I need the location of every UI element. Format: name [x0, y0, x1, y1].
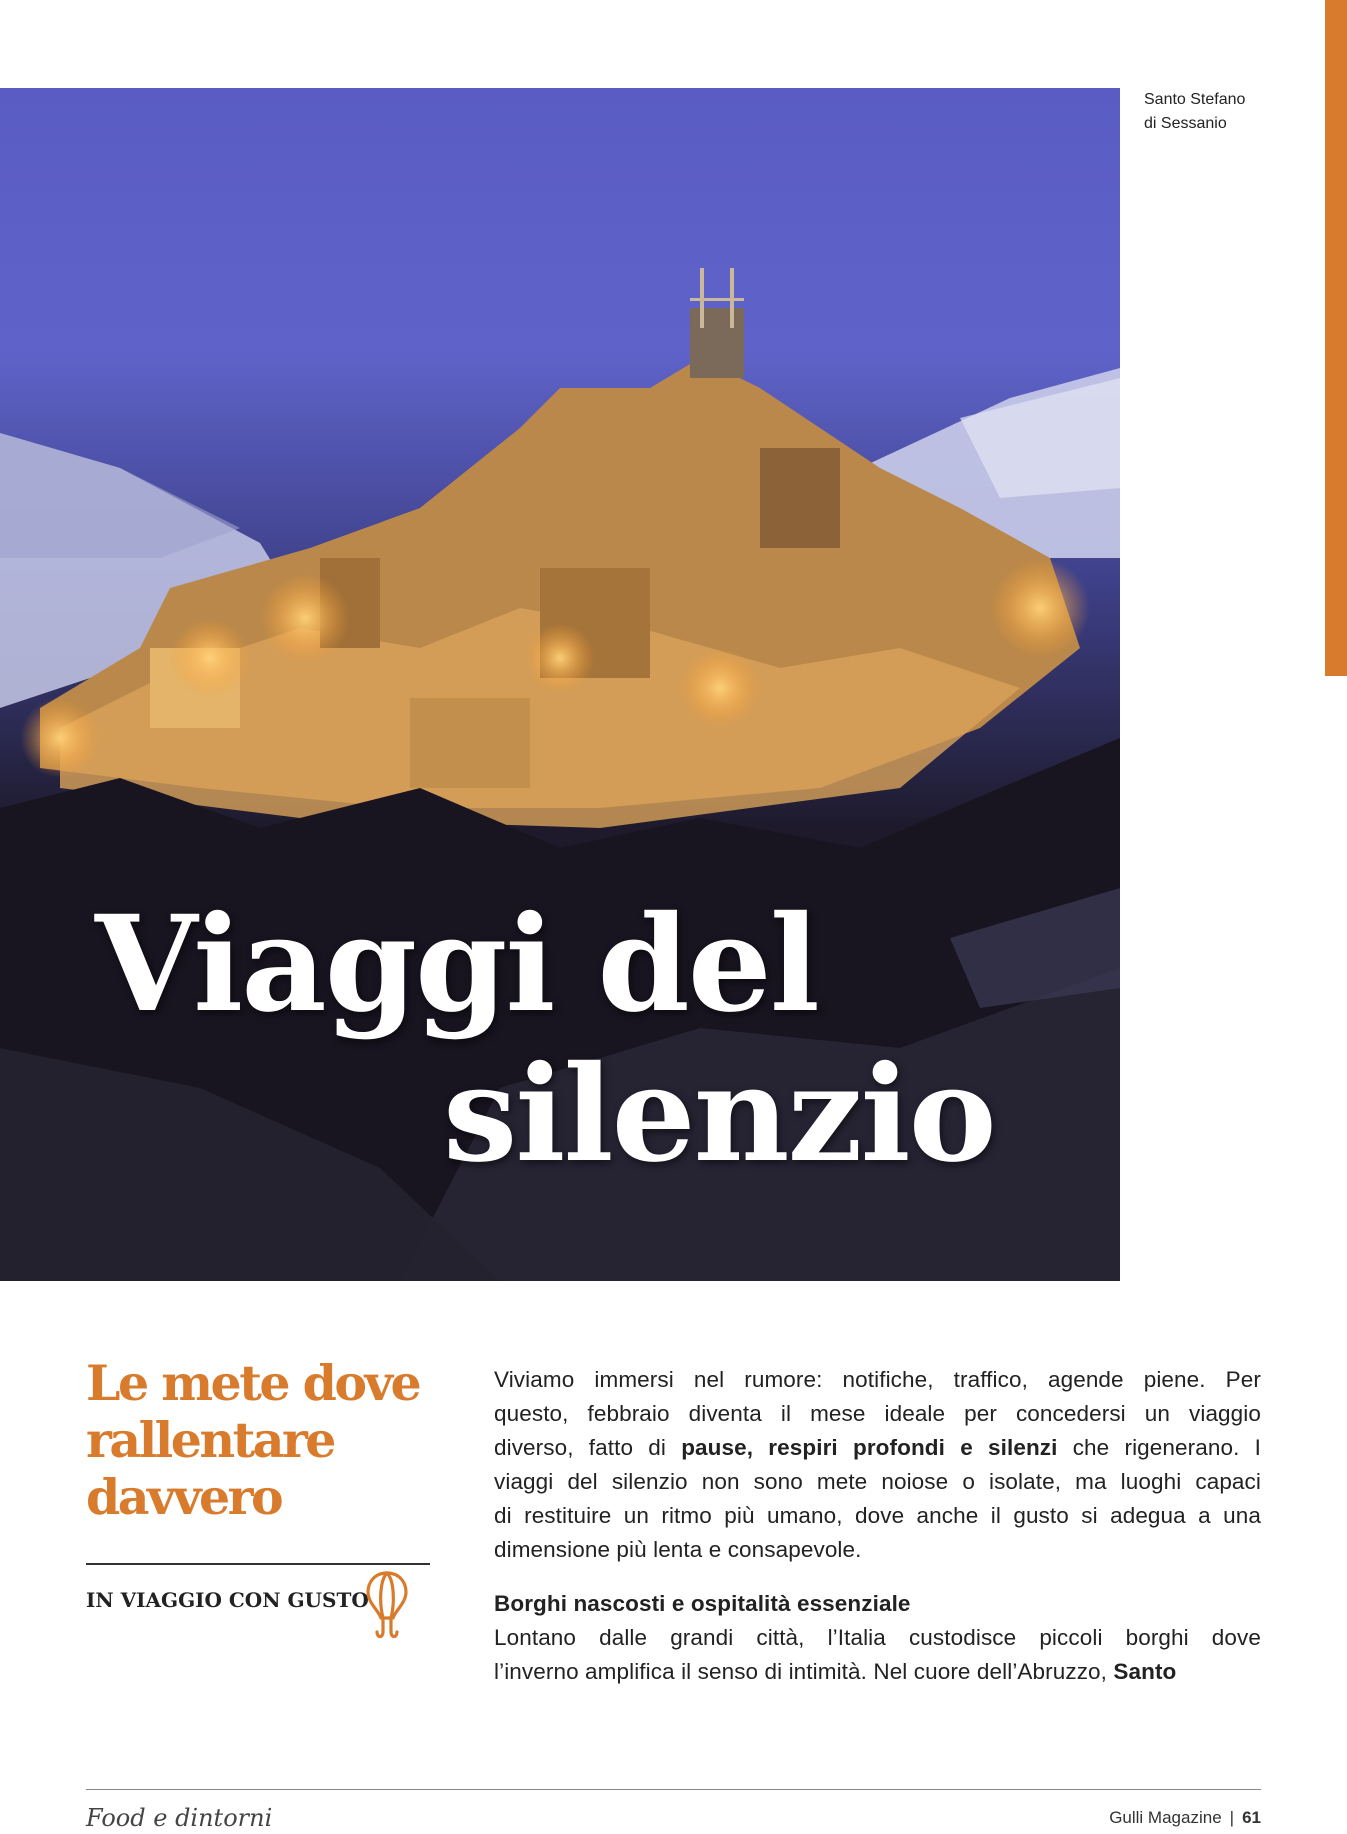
- text-run: Lontano dalle grandi città, l’Italia custodisce piccoli borghi dove: [494, 1625, 1261, 1650]
- subtitle-line: davvero: [86, 1468, 282, 1526]
- caption-line: di Sessanio: [1144, 115, 1227, 132]
- article-subtitle: [86, 1355, 446, 1526]
- body-text-line: [494, 1655, 1261, 1689]
- photo-caption: [1144, 88, 1294, 136]
- subtitle-line: rallentare: [86, 1411, 334, 1469]
- subtitle-line: Le mete dove: [86, 1354, 420, 1412]
- page-number: 61: [1242, 1808, 1261, 1827]
- section-label: IN VIAGGIO CON GUSTO: [86, 1588, 369, 1612]
- footer-separator: |: [1229, 1808, 1235, 1827]
- body-text-line: [494, 1533, 1261, 1567]
- text-run: dimensione più lenta e consapevole.: [494, 1537, 862, 1562]
- text-run: questo, febbraio diventa il mese ideale per concedersi un viaggio: [494, 1401, 1261, 1426]
- caption-line: Santo Stefano: [1144, 91, 1246, 108]
- body-text-line: [494, 1499, 1261, 1533]
- footer-magazine-name: Gulli Magazine: [1109, 1808, 1222, 1827]
- text-run: Viviamo immersi nel rumore: notifiche, traffico, agende piene. Per: [494, 1367, 1261, 1392]
- headline-line-2: silenzio: [443, 1037, 995, 1192]
- article-body: [494, 1363, 1261, 1689]
- text-run: che rigenerano. I: [1057, 1435, 1261, 1460]
- text-run: diverso, fatto di: [494, 1435, 682, 1460]
- text-run: di restituire un ritmo più umano, dove anche il gusto si adegua a una: [494, 1503, 1261, 1528]
- footer-publication: [1109, 1808, 1261, 1828]
- headline-line-1: Viaggi del: [95, 887, 818, 1042]
- hot-air-balloon-icon: [365, 1570, 409, 1642]
- footer-divider: [86, 1789, 1261, 1790]
- body-text-line: [494, 1465, 1261, 1499]
- footer-section-name: Food e dintorni: [86, 1804, 273, 1832]
- body-text-line: [494, 1621, 1261, 1655]
- body-text-line: [494, 1397, 1261, 1431]
- bold-text: pause, respiri profondi e silenzi: [681, 1435, 1058, 1460]
- text-run: viaggi del silenzio non sono mete noiose o isolate, ma luoghi capaci: [494, 1469, 1261, 1494]
- body-subheading: Borghi nascosti e ospitalità essenziale: [494, 1591, 911, 1616]
- subtitle-divider: [86, 1563, 430, 1565]
- intro-paragraph: [494, 1363, 1261, 1567]
- body-text-line: [494, 1431, 1261, 1465]
- body-paragraph: [494, 1621, 1261, 1689]
- body-text-line: [494, 1363, 1261, 1397]
- accent-side-bar: [1325, 0, 1347, 676]
- bold-text: Santo: [1113, 1659, 1177, 1684]
- text-run: l’inverno amplifica il senso di intimità. Nel cuore dell’Abruzzo,: [494, 1659, 1114, 1684]
